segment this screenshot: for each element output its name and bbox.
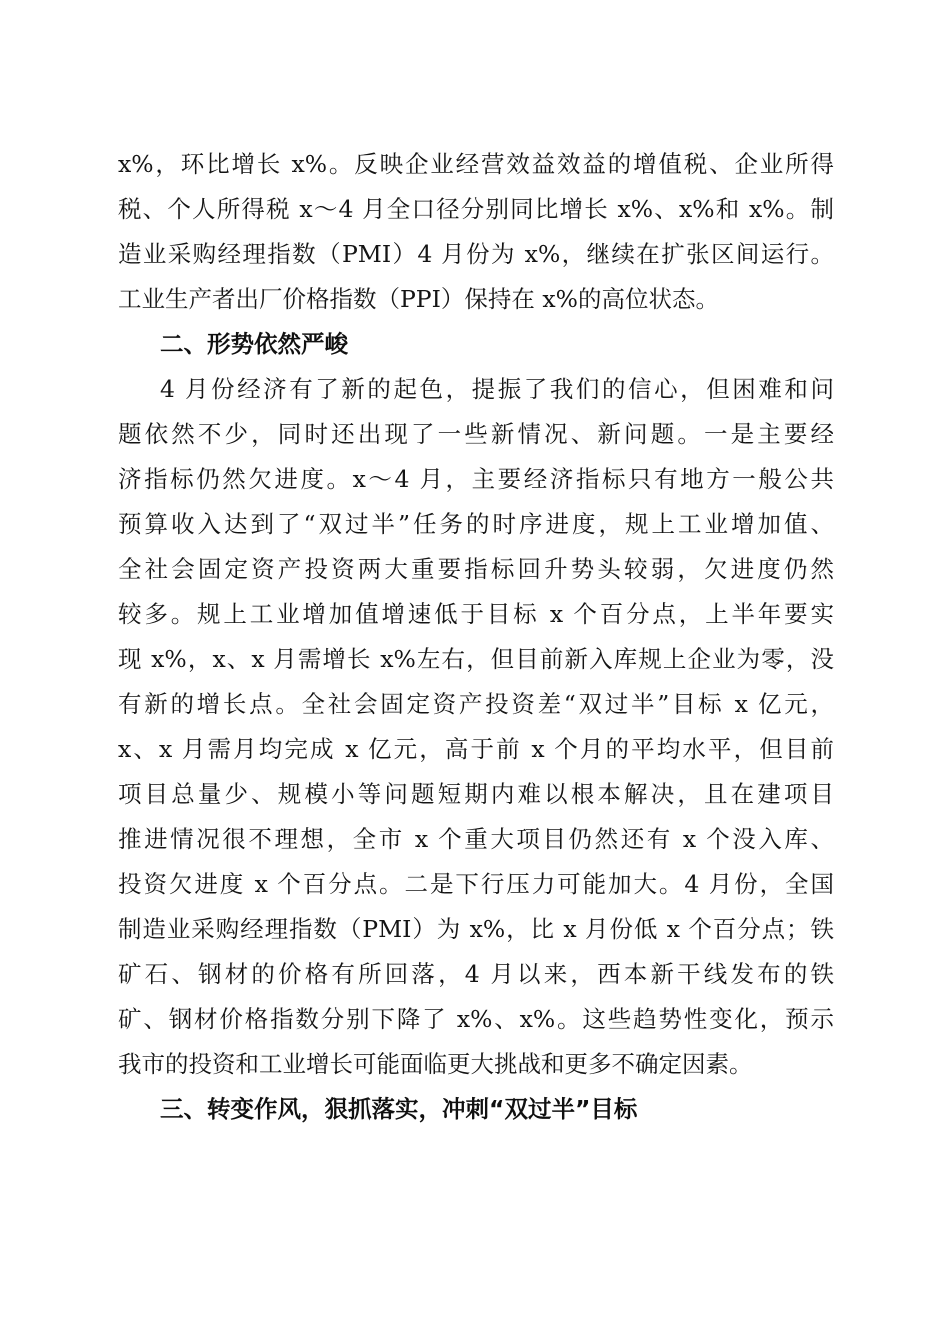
paragraph-line: 有新的增长点。全社会固定资产投资差“双过半”目标 x 亿元， bbox=[118, 690, 834, 718]
paragraph-line: 工业生产者出厂价格指数（PPI）保持在 x%的高位状态。 bbox=[118, 285, 719, 313]
paragraph-line: 推进情况很不理想，全市 x 个重大项目仍然还有 x 个没入库、 bbox=[118, 825, 834, 853]
section-heading-3: 三、转变作风，狠抓落实，冲刺“双过半”目标 bbox=[160, 1095, 638, 1123]
paragraph-line: 预算收入达到了“双过半”任务的时序进度，规上工业增加值、 bbox=[118, 510, 834, 538]
paragraph-line: 题依然不少，同时还出现了一些新情况、新问题。一是主要经 bbox=[118, 420, 834, 448]
paragraph-line: 矿石、钢材的价格有所回落，4 月以来，西本新干线发布的铁 bbox=[118, 960, 834, 988]
paragraph-line: 制造业采购经理指数（PMI）为 x%，比 x 月份低 x 个百分点；铁 bbox=[118, 915, 834, 943]
paragraph-line: 税、个人所得税 x～4 月全口径分别同比增长 x%、x%和 x%。制 bbox=[118, 195, 834, 223]
paragraph-line: 造业采购经理指数（PMI）4 月份为 x%，继续在扩张区间运行。 bbox=[118, 240, 834, 268]
paragraph-line: x、x 月需月均完成 x 亿元，高于前 x 个月的平均水平，但目前 bbox=[118, 735, 834, 763]
paragraph-line: 我市的投资和工业增长可能面临更大挑战和更多不确定因素。 bbox=[118, 1050, 753, 1078]
paragraph-line: 4 月份经济有了新的起色，提振了我们的信心，但困难和问 bbox=[160, 375, 834, 403]
paragraph-line: 较多。规上工业增加值增速低于目标 x 个百分点，上半年要实 bbox=[118, 600, 834, 628]
paragraph-line: 济指标仍然欠进度。x～4 月，主要经济指标只有地方一般公共 bbox=[118, 465, 834, 493]
paragraph-line: 全社会固定资产投资两大重要指标回升势头较弱，欠进度仍然 bbox=[118, 555, 834, 583]
paragraph-line: 现 x%，x、x 月需增长 x%左右，但目前新入库规上企业为零，没 bbox=[118, 645, 834, 673]
paragraph-line: 投资欠进度 x 个百分点。二是下行压力可能加大。4 月份，全国 bbox=[118, 870, 834, 898]
paragraph-line: 项目总量少、规模小等问题短期内难以根本解决，且在建项目 bbox=[118, 780, 834, 808]
paragraph-line: x%，环比增长 x%。反映企业经营效益效益的增值税、企业所得 bbox=[118, 150, 834, 178]
paragraph-line: 矿、钢材价格指数分别下降了 x%、x%。这些趋势性变化，预示 bbox=[118, 1005, 834, 1033]
section-heading-2: 二、形势依然严峻 bbox=[160, 330, 348, 358]
